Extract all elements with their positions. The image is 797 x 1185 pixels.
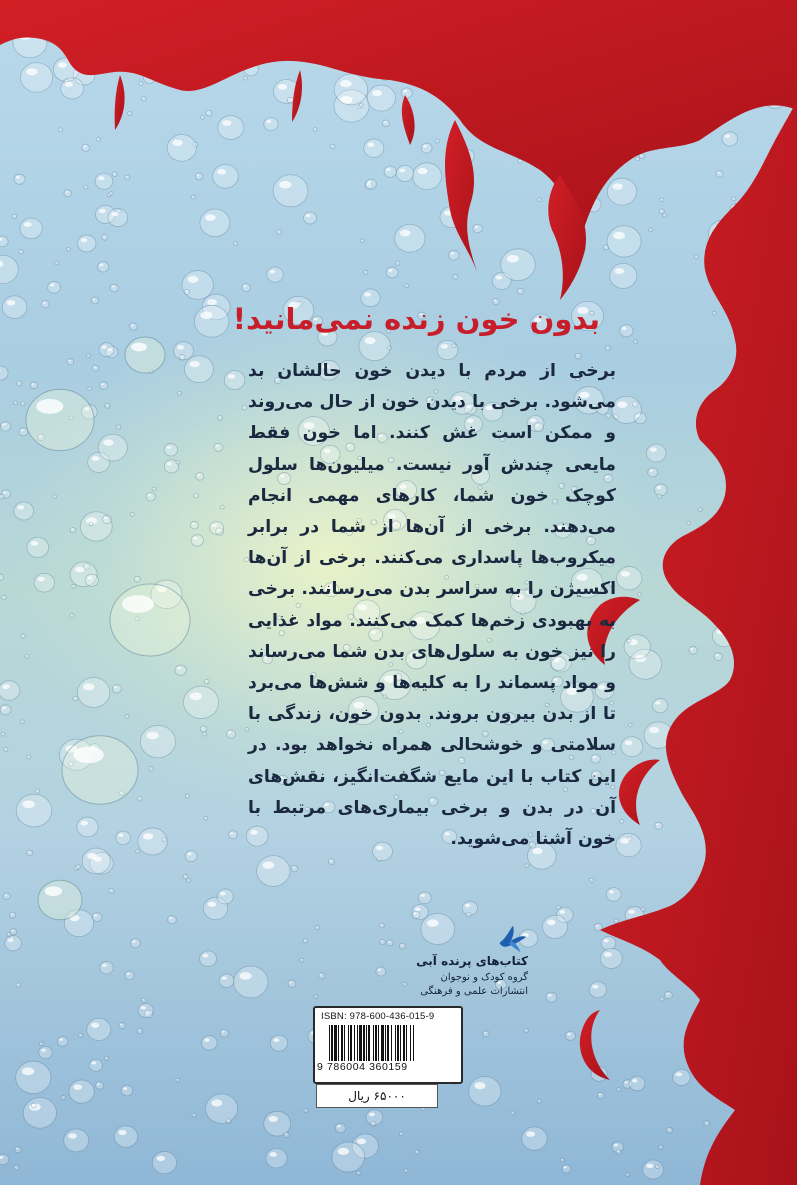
- publisher-imprint: گروه کودک و نوجوان: [440, 972, 528, 983]
- barcode-panel: [313, 1006, 463, 1084]
- publisher-name: کتاب‌های پرنده آبی: [416, 954, 528, 968]
- barcode-bars: [329, 1025, 447, 1061]
- isbn-text: ISBN: 978-600-436-015-9: [321, 1011, 435, 1022]
- cover-description: برخی از مردم با دیدن خون حالشان بد می‌شود. برخی با دیدن خون از حال می‌روند و ممکن است غش کنند. اما خون فقط مایعی چندش آور نیست. میلیون‌ها سلول کوچک خون شما، کارهای مهمی انجام می‌دهند. برخی از آن‌ها از شما در برابر میکروب‌ها پاسداری می‌کنند. برخی از آن‌ها اکسیژن را به سراسر بدن می‌رسانند. برخی به بهبودی زخم‌ها کمک می‌کنند. مواد غذایی را نیز خون به سلول‌های بدن شما می‌رساند و مواد پسماند را به کلیه‌ها و شش‌ها می‌برد تا از بدن بیرون بروند. بدون خون، زندگی با سلامتی و خوشحالی همراه نخواهد بود. در این کتاب با این مایع شگفت‌انگیز، نقش‌های آن در بدن و برخی بیماری‌های مرتبط با خون آشنا می‌شوید.: [248, 361, 616, 850]
- price-label: ۶۵۰۰۰ ریال: [316, 1084, 438, 1108]
- bird-icon: [492, 918, 530, 956]
- cover-title: بدون خون زنده نمی‌مانید!: [232, 302, 600, 336]
- publisher-house: انتشارات علمی و فرهنگی: [420, 986, 528, 997]
- barcode-number: 9 786004 360159: [317, 1061, 408, 1073]
